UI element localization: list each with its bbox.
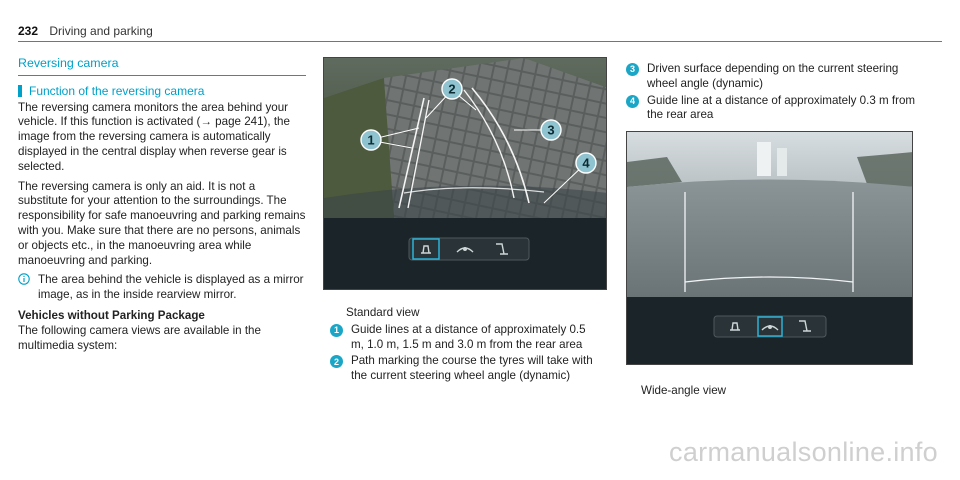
page-header — [18, 24, 153, 38]
wide-angle-legend — [626, 62, 916, 125]
legend-text-3: Driven surface depending on the current steering wheel angle (dynamic) — [647, 62, 899, 90]
legend-number-3: 3 — [626, 63, 639, 76]
section-title: Reversing camera — [18, 56, 306, 76]
standard-view-caption: Standard view — [346, 306, 420, 319]
info-icon — [18, 273, 38, 303]
legend-item-1 — [330, 323, 600, 353]
wide-angle-caption: Wide-angle view — [641, 384, 727, 397]
legend-number-1: 1 — [330, 324, 343, 337]
legend-item-2 — [330, 354, 600, 384]
subheading-text: Function of the reversing camera — [29, 83, 205, 98]
page-number: 232 — [18, 24, 39, 38]
callout-1-label: 1 — [367, 132, 375, 148]
standard-view-image — [323, 57, 607, 290]
callout-2-label: 2 — [448, 81, 456, 97]
wide-angle-view-image — [626, 131, 913, 365]
intro-paragraph: The reversing camera monitors the area behind your vehicle. If this function is activated (→ page 241), the image from the reversing camera is automatically displayed in the central display when reverse gear is selected. — [18, 100, 290, 173]
callout-3-label: 3 — [547, 122, 555, 138]
watermark: carmanualsonline.info — [669, 437, 938, 467]
callout-4-label: 4 — [582, 155, 590, 171]
legend-item-4 — [626, 94, 916, 124]
legend-number-2: 2 — [330, 355, 343, 368]
legend-item-3 — [626, 62, 916, 92]
standard-view-legend — [330, 306, 600, 386]
views-paragraph: The following camera views are available in the multimedia system: — [18, 323, 261, 352]
legend-text-1: Guide lines at a distance of approximately 0.5 m, 1.0 m, 1.5 m and 3.0 m from the rear area — [351, 322, 586, 351]
chapter-title: Driving and parking — [49, 24, 153, 38]
legend-number-4: 4 — [626, 95, 639, 108]
info-note — [18, 273, 306, 303]
left-column — [18, 56, 306, 358]
info-note-text: The area behind the vehicle is displayed as a mirror image, as in the inside rearview mirror. — [38, 273, 304, 302]
legend-text-4: Guide line at a distance of approximately 0.3 m from the rear area — [647, 93, 916, 122]
subheading — [18, 84, 306, 99]
warning-paragraph: The reversing camera is only an aid. It is not a substitute for your attention to the surroundings. The responsibility for safe manoeuvring and parking remains with you. Make sure that there are no persons, animals or objects etc., in the manoeuvring area while manoeuvring and parking. — [18, 179, 306, 267]
bold-heading: Vehicles without Parking Package — [18, 308, 205, 322]
header-divider — [18, 41, 942, 42]
subheading-marker — [18, 85, 22, 97]
legend-text-2: Path marking the course the tyres will take with the current steering wheel angle (dynamic) — [351, 354, 593, 383]
